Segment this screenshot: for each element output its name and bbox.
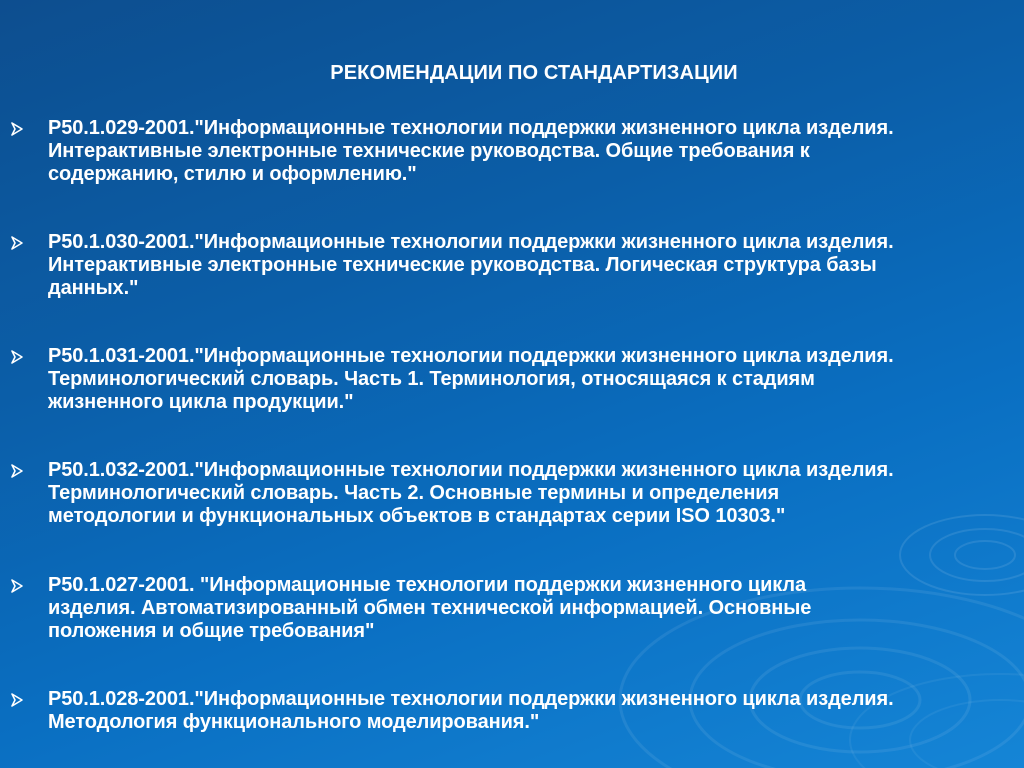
standard-text: Р50.1.032-2001."Информационные технологии поддержки жизненного цикла изделия. Терминологический словарь. Часть 2. Основные термины и определения методологии и функциональных объектов в стандартах серии ISO 10303." <box>48 459 894 527</box>
standard-text: Р50.1.028-2001."Информационные технологии поддержки жизненного цикла изделия. Методология функционального моделирования." <box>48 688 894 733</box>
arrow-right-outline-icon <box>10 459 48 479</box>
arrow-right-outline-icon <box>10 574 48 594</box>
arrow-right-outline-icon <box>10 688 48 708</box>
arrow-right-outline-icon <box>10 231 48 251</box>
list-item <box>10 459 1020 528</box>
arrow-right-outline-icon <box>10 345 48 365</box>
list-item <box>10 117 1020 186</box>
arrow-right-outline-icon <box>10 117 48 137</box>
standard-text: Р50.1.031-2001."Информационные технологии поддержки жизненного цикла изделия. Терминологический словарь. Часть 1. Терминология, относящаяся к стадиям жизненного цикла продукции." <box>48 345 894 413</box>
slide-title: РЕКОМЕНДАЦИИ ПО СТАНДАРТИЗАЦИИ <box>330 62 738 84</box>
standard-text: Р50.1.027-2001. "Информационные технологии поддержки жизненного цикла изделия. Автоматизированный обмен технической информацией. Основные положения и общие требования" <box>48 574 812 642</box>
list-item <box>10 574 1020 643</box>
list-item <box>10 688 1020 734</box>
list-item <box>10 231 1020 300</box>
standard-text: Р50.1.030-2001."Информационные технологии поддержки жизненного цикла изделия. Интерактивные электронные технические руководства. Логическая структура базы данных." <box>48 231 894 299</box>
list-item <box>10 345 1020 414</box>
standard-text: Р50.1.029-2001."Информационные технологии поддержки жизненного цикла изделия. Интерактивные электронные технические руководства. Общие требования к содержанию, стилю и оформлению." <box>48 117 894 185</box>
